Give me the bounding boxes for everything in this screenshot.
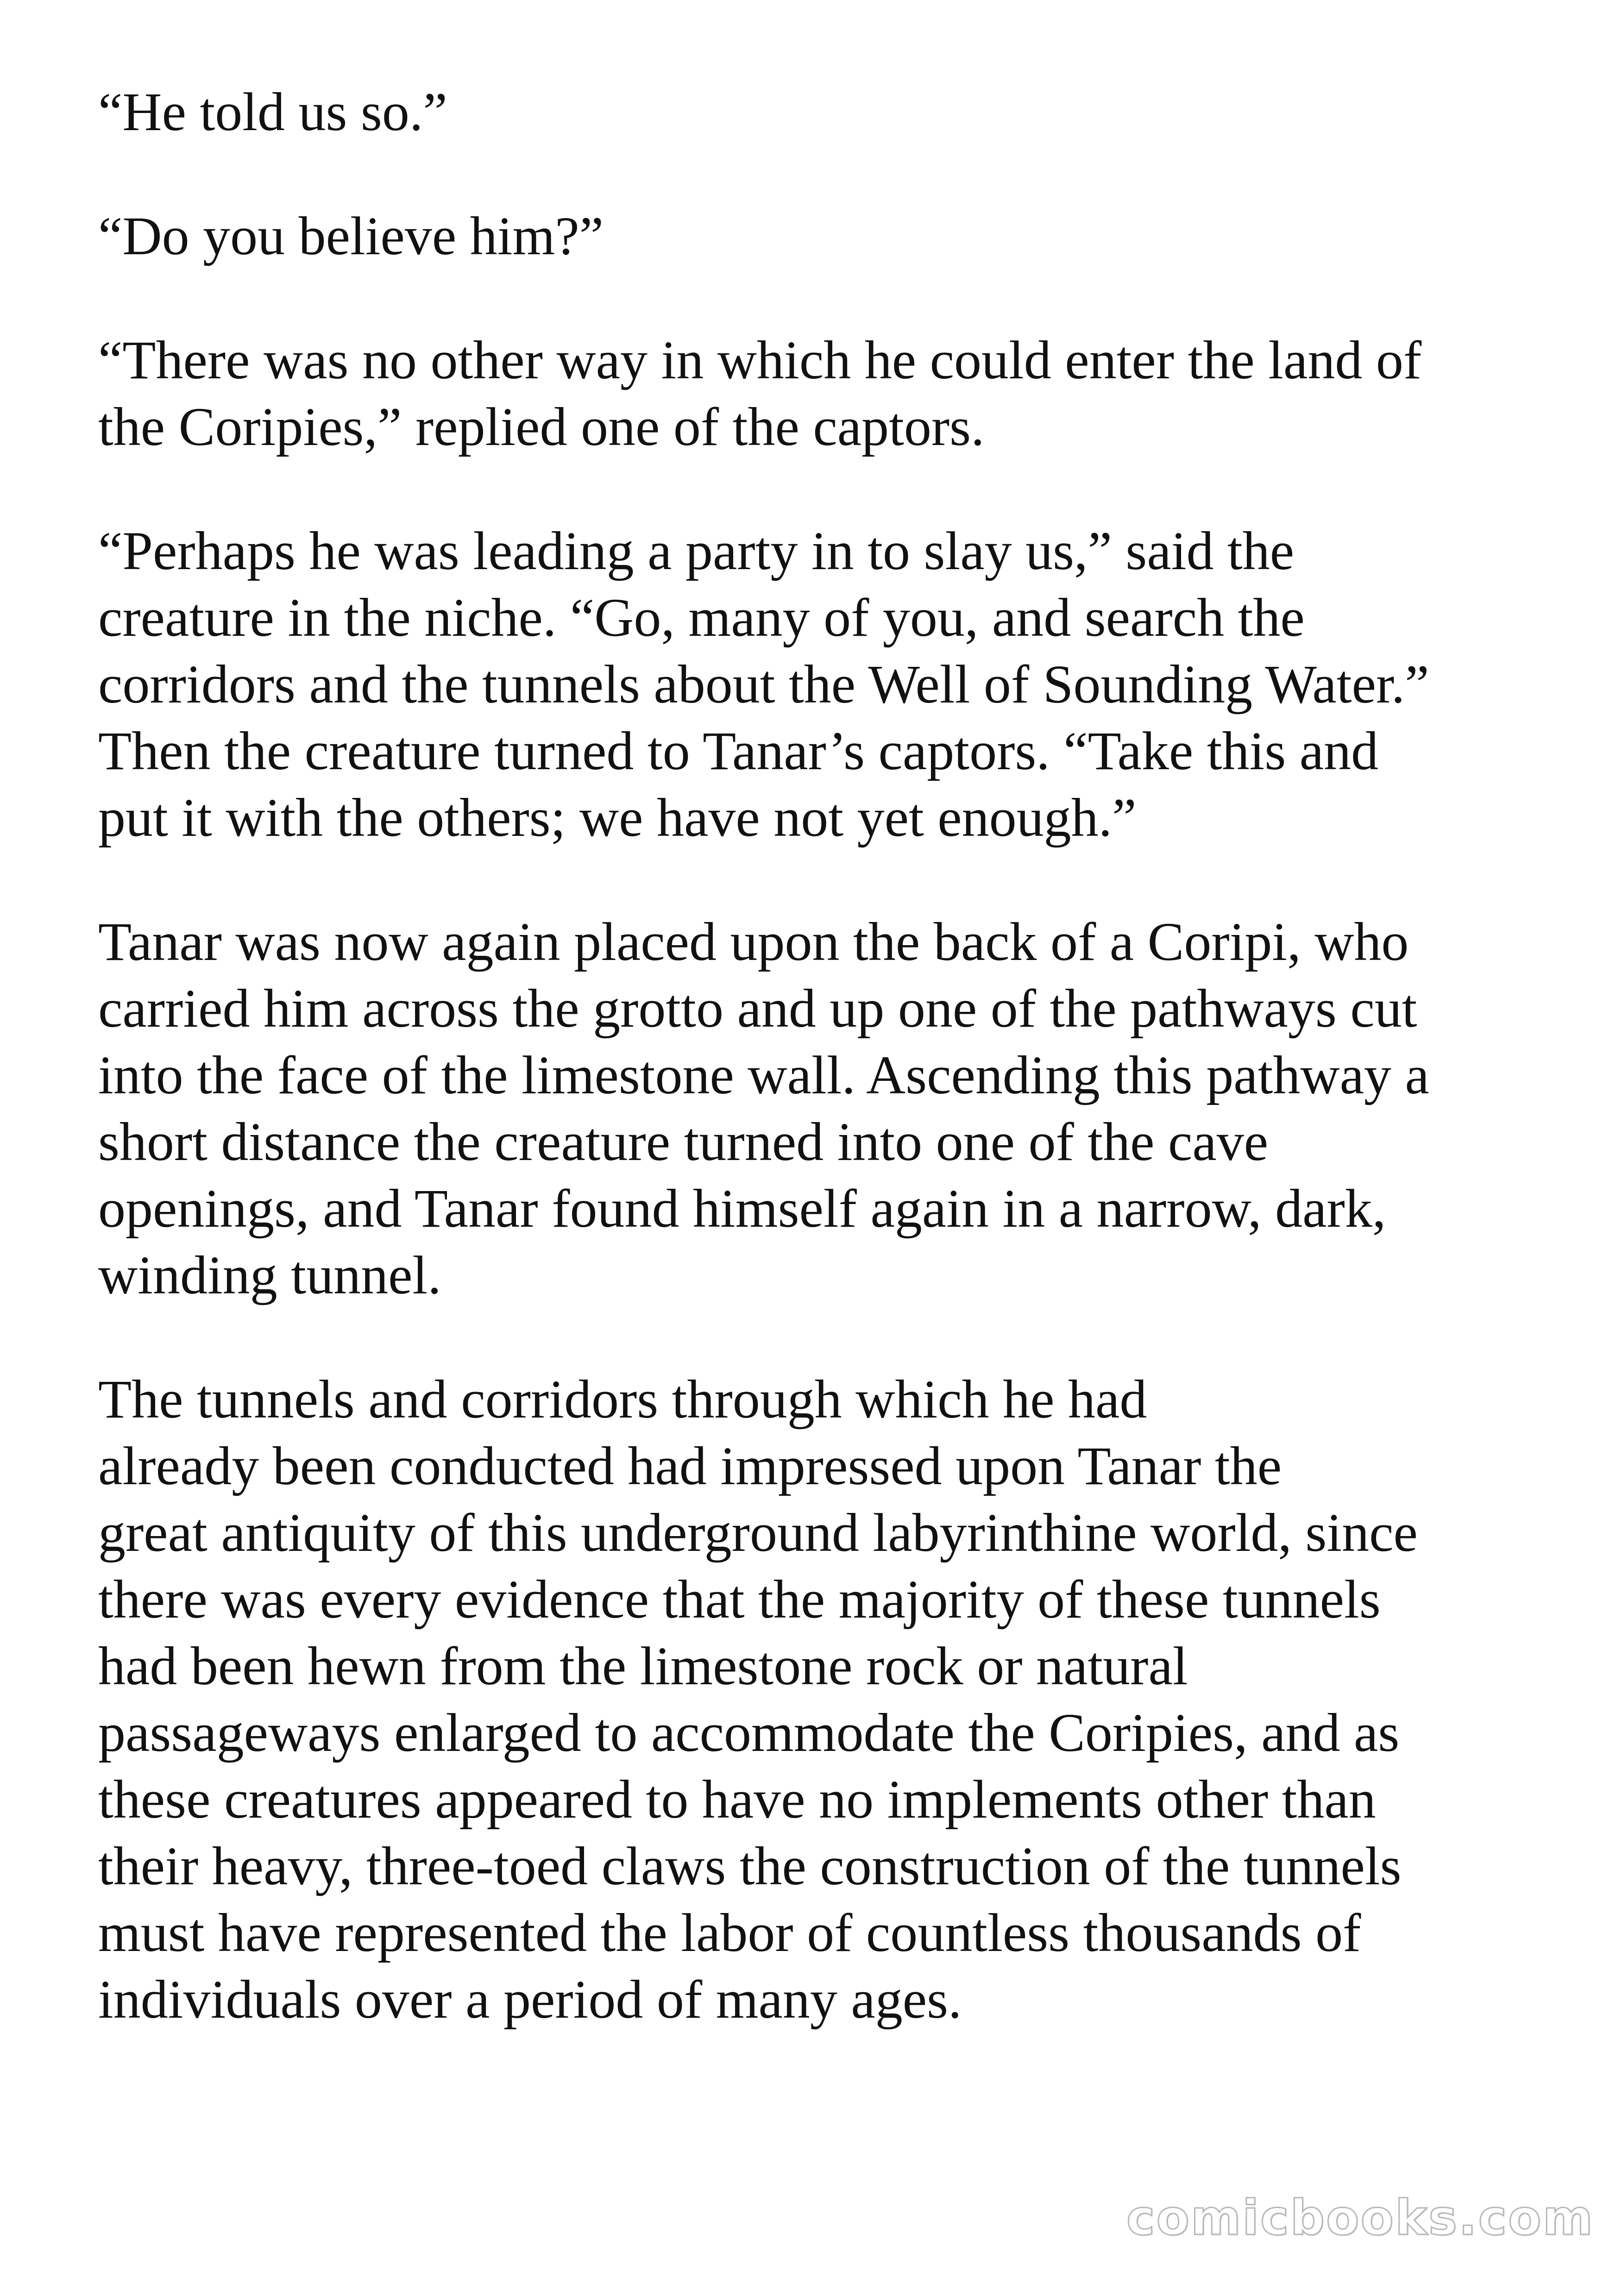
text-line: great antiquity of this underground labyrinthine world, since (98, 1502, 1418, 1563)
paragraph-4 (98, 518, 1562, 851)
paragraph-3 (98, 327, 1562, 460)
text-line: carried him across the grotto and up one of the pathways cut (98, 978, 1417, 1039)
text-line: there was every evidence that the majority of these tunnels (98, 1569, 1381, 1630)
text-line: “There was no other way in which he could enter the land of (98, 330, 1422, 390)
text-line: the Coripies,” replied one of the captors. (98, 396, 985, 457)
text-line: Tanar was now again placed upon the back of a Coripi, who (98, 911, 1409, 972)
text-line: Then the creature turned to Tanar’s captors. “Take this and (98, 721, 1379, 781)
text-line: creature in the niche. “Go, many of you, and search the (98, 587, 1305, 648)
text-line: individuals over a period of many ages. (98, 1969, 962, 2030)
text-line: short distance the creature turned into one of the cave (98, 1111, 1269, 1172)
text-line: into the face of the limestone wall. Ascending this pathway a (98, 1045, 1429, 1105)
paragraph-6 (98, 1366, 1562, 2033)
body-text (98, 79, 1562, 2090)
text-line: corridors and the tunnels about the Well of Sounding Water.” (98, 654, 1429, 715)
paragraph-2 (98, 203, 1562, 270)
text-line: “Do you believe him?” (98, 206, 604, 266)
paragraph-1 (98, 79, 1562, 145)
text-line: “He told us so.” (98, 82, 447, 142)
text-line: had been hewn from the limestone rock or natural (98, 1636, 1188, 1696)
text-line: winding tunnel. (98, 1245, 441, 1305)
text-line: The tunnels and corridors through which he had (98, 1369, 1147, 1430)
text-line: “Perhaps he was leading a party in to slay us,” said the (98, 521, 1295, 581)
text-line: openings, and Tanar found himself again in a narrow, dark, (98, 1178, 1386, 1239)
paragraph-5 (98, 909, 1562, 1309)
watermark-logo: comicbooks.com (1126, 2189, 1594, 2246)
text-line: must have represented the labor of countless thousands of (98, 1902, 1361, 1963)
text-line: put it with the others; we have not yet enough.” (98, 787, 1137, 848)
text-line: these creatures appeared to have no implements other than (98, 1769, 1376, 1830)
text-line: already been conducted had impressed upon Tanar the (98, 1436, 1282, 1496)
text-line: their heavy, three-toed claws the construction of the tunnels (98, 1836, 1402, 1896)
text-line: passageways enlarged to accommodate the Coripies, and as (98, 1702, 1400, 1763)
